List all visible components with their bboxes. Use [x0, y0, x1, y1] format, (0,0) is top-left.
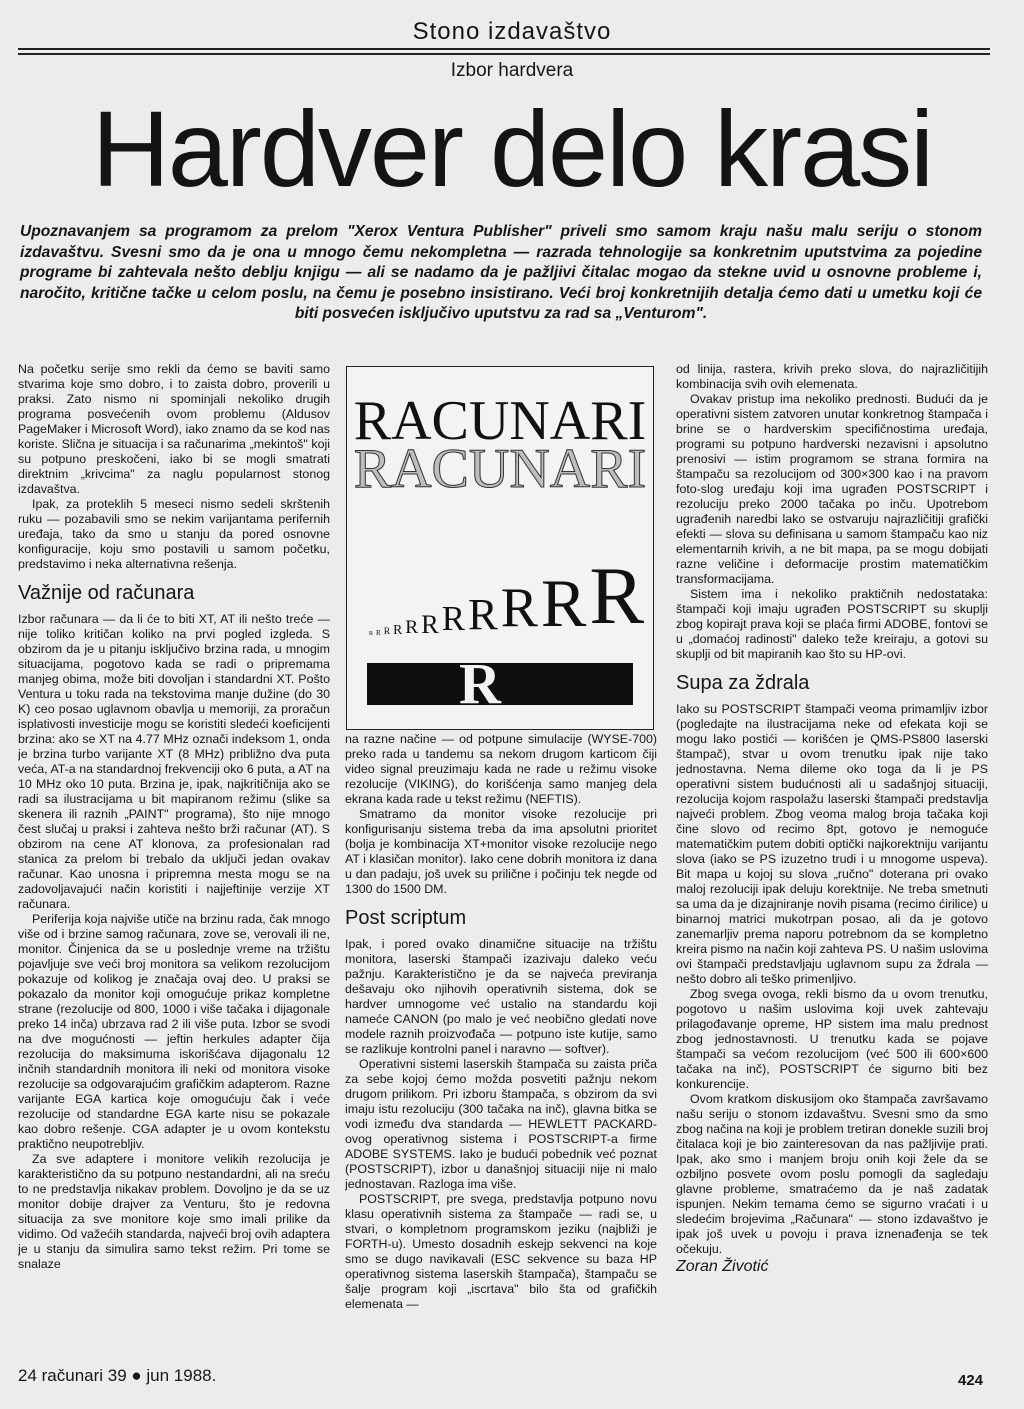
paragraph: na razne načine — od potpune simulacije (WYSE-700) preko rada u tandemu sa nekom drugom karticom čiji video signal preuzimaju kada ne rade u režimu visoke rezolucije (VIKING), do korišćenja samo manjeg dela ekrana kada rade u tekst režimu (NEFTIS).	[345, 732, 657, 806]
illustration-r-glyph: R	[393, 622, 403, 638]
header-rule	[18, 48, 990, 50]
paragraph: Operativni sistemi laserskih štampača su zaista priča za sebe kojoj ćemo možda posvetiti pažnju nekom drugom prilikom. Pri izboru štampača, s obzirom da svi imaju istu rezoluciju (300 tačaka na inč), glavna bitka se vodi između dva standarda — HEWLETT PACKARD-ovog operativnog sistema i POSTSCRIPT-a firme ADOBE SYSTEMS. Iako je budući pobednik već poznat (POSTSCRIPT), izbor u današnjoj situaciji nije ni malo jednostavan. Razloga ima više.	[345, 1057, 657, 1191]
paragraph: Sistem ima i nekoliko praktičnih nedostataka: štampači koji imaju ugrađen POSTSCRIPT su skuplji zbog kopirajt prava koji se plaća firmi ADOBE, fontovi se u „domaćoj radinosti" daleko teže kreiraju, a gotovi su skuplji od bit mapiranih kao što su HP-ovi.	[676, 587, 988, 661]
column-3	[676, 362, 988, 1362]
illustration-r-scale-row	[369, 527, 647, 641]
subsection-title: Izbor hardvera	[450, 60, 574, 81]
section-heading: Važnije od računara	[18, 582, 195, 604]
section-heading: Post scriptum	[345, 907, 467, 929]
paragraph: Ovom kratkom diskusijom oko štampača završavamo našu seriju o stonom izdavaštvu. Svesni smo da smo zbog načina na koji je problem tretiran donekle suzili broj čitalaca koji je bio zainteresovan da nas pažljivije prati. Ipak, ako smo i manjem broju onih koji žele da se ozbiljno posvete ovom poslu pomogli da sagledaju glavne probleme, smatraćemo da je naš zadatak ispunjen. Nekim temama ćemo se sigurno vraćati i u sledećim brojevima „Računara" — stono izdavaštvo je ipak još uvek u povoju i prava iznenađenja se tek očekuju.	[676, 1092, 988, 1256]
illustration-r-glyph: R	[500, 577, 538, 640]
paragraph: Na početku serije smo rekli da ćemo se baviti samo stvarima koje smo dobro, i to zaista dobro, proverili u praksi. Zato nismo ni spominjali nekoliko drugih programa posvećenih ovom problemu (Aldusov PageMaker i Microsoft Word), iako znamo da se kod nas koriste. Slična je situacija i sa računarima „mekintoš" koji su potpuno preskočeni, iako bi se mogli smatrati direktnim „krivcima" za naglu popularnost stonog izdavaštva.	[18, 362, 330, 496]
paragraph: Zbog svega ovoga, rekli bismo da u ovom trenutku, pogotovo u našim uslovima koji uvek zahtevaju prilagođavanje opreme, HP sistem ima malu prednost zbog jednostavnosti. U trenutku kada se pojave štampači sa većom rezolucijom (već 500 ili 600×600 tačaka na inč), POSTSCRIPT će sigurno biti bez konkurencije.	[676, 987, 988, 1091]
section-heading: Supa za ždrala	[676, 672, 810, 694]
paragraph: Smatramo da monitor visoke rezolucije pri konfigurisanju sistema treba da ima apsolutni prioritet (bolja je kombinacija XT+monitor visoke rezolucije nego AT i klasičan monitor). Iako cene dobrih monitora iz dana u dan padaju, još uvek su prilične i počinju tek negde od 1300 do 1500 DM.	[345, 807, 657, 896]
illustration-r-glyph: R	[540, 564, 587, 641]
illustration-r-glyph: R	[369, 631, 374, 637]
paragraph: Izbor računara — da li će to biti XT, AT ili nešto treće — nije toliko kritičan koliko na prvi pogled izgleda. S obzirom da je u pitanju isključivo brzina rada, u mnogim situacijama, pogotovo kada se radi o pripremama manjeg obima, može biti dovoljan i standardni XT. Pošto Ventura u toku rada na tekstovima manje dužine (do 30 K) ceo posao uglavnom obavlja u memoriji, za proračun isplativosti investicije mogu se koristiti sledeći koeficijenti brzina: ako se XT na 4.77 MHz označi indeksom 1, onda je brzina turbo varijante XT (8 MHz) približno dva puta veća, AT-a na standardnoj frekvenciji oko 6 puta, a AT na 10 MHz oko 10 puta. Brzina je, ipak, najkritičnija ako se radi sa ilustracijama u bit mapiranom režimu (slike sa skenera ili raznih „PAINT" programa), što nije mnogo čest slučaj u praksi i zahteva nešto brži računar (AT). S obzirom na cene AT klonova, za profesionalan rad stanica za prelom bi trebalo da uključi jedan ovakav računar. Kao unosna i pripremna mesta mogu se na zadovoljavajući način koristiti i najjeftinije verzije XT računara.	[18, 612, 330, 911]
illustration-word-outline: RACUNARI	[353, 438, 647, 500]
paragraph: Ipak, i pored ovako dinamične situacije na tržištu monitora, laserski štampači izazivaju daleko veću pažnju. Karakteristično je da se najveća previranja dešavaju oko njihovih operativnih sistema, dok se hardver umnogome već ustalio na standardu koji nameće CANON (po malo je već neobično gledati nove modele raznih proizvođača — potpuno iste kutije, samo se razlikuje kontrolni panel i naravno — softver).	[345, 937, 657, 1056]
page-number: 424	[958, 1372, 984, 1389]
illustration-r-glyph: R	[383, 626, 391, 638]
illustration-r-glyph: R	[376, 629, 381, 637]
illustration-r-glyph: R	[467, 589, 498, 640]
column-1	[18, 362, 330, 1362]
footer-issue-info: 24 računari 39 ● jun 1988.	[18, 1366, 217, 1385]
illustration-r-glyph: R	[405, 616, 419, 638]
paragraph: Ovakav pristup ima nekoliko prednosti. Budući da je operativni sistem zatvoren unutar konkretnog štampača i brine se o hardverskim specifičnostima uređaja, programi su potpuno hardverski nezavisni i apsolutno prenosivi — istim programom se strana formira na štampaču sa rezolucijom od 300×300 kao i na pravom foto-slog uređaju koji ima ugrađen POSTSCRIPT i rezoluciju preko 2000 tačaka po inču. Upotrebom ugrađenih naredbi lako se ostvaruju najrazličitiji grafički efekti — slova su definisana u samom štampaču kao niz elementarnih krivih, a ne bit mapa, pa se mogu dobijati razne veličine i deformacije prostim matematičkim transformacijama.	[676, 392, 988, 586]
paragraph: Periferija koja najviše utiče na brzinu rada, čak mnogo više od i brzine samog računara, zove se, verovali ili ne, monitor. Činjenica da se u poslednje vreme na tržištu pojavljuje sve veći broj monitora sa velikom rezolucijom pokazuje od kolikog je značaja ovaj deo. U praksi se pokazalo da monitor koji omogućuje prikaz kompletne strane (rezolucije od 800, 1000 i više tačaka i dijagonale preko 14 inča) ubrzava rad 2 ili više puta. Izbor se svodi na dve mogućnosti — jeftin herkules adapter čija rezolucija do maksimuma iskorišćava dijagonalu 12 inčnih standardnih monitora ili neki od monitora visoke rezolucije sa odgovarajućim grafičkim adapterom. Razne varijante EGA kartica koje omogućuju čak i veće rezolucije od standardne EGA karte nisu se pokazale kao dobro rešenje. CGA adapter je u ovom kontekstu praktično neupotrebljiv.	[18, 912, 330, 1151]
illustration-r-glyph: R	[421, 608, 439, 639]
illustration-reversed-r: R	[459, 651, 501, 716]
section-header: Stono izdavaštvo	[412, 18, 612, 45]
paragraph: Iako su POSTSCRIPT štampači veoma primamljiv izbor (pogledajte na ilustracijama neke od efekata koji se mogu lako postići — korišćen je QMS-PS800 laserski štampač), stvar u ovom trenutku ipak nije tako jednostavna. Nema dileme oko toga da li je PS operativni sistem budućnosti ali u sadašnjoj situaciji, rezolucija kojom raspolažu laserski štampači predstavlja najveći problem. Zbog veoma malog broja tačaka koji čine slovo od recimo 8pt, gotovo je nemoguće matematičkim putem dobiti optički najkorektniju varijantu slova (iako se PS izuzetno trudi i u mnogome uspeva). Bit mapa u kojoj su slova „ručno" doterana pri ovako maloj rezoluciji ipak deluju korektnije. Ne treba smetnuti sa uma da je dizajniranje novih pisama (recimo ćirilice) u binarnoj matrici mukotrpan posao, ali da je gotovo zanemarljiv prema naporu potrebnom da se kompletno kreira pismo na način koji zahteva PS. U našim uslovima ovi štampači predstavljaju uglavnom supu za ždrala — nešto dobro ali teško primenljivo.	[676, 702, 988, 986]
paragraph: POSTSCRIPT, pre svega, predstavlja potpuno novu klasu operativnih sistema za štampače — radi se, u stvari, o kompletnom programskom jeziku (najbliži je FORTH-u). Umesto dosadnih eskejp sekvenci na koje smo se dugo navikavali (ESC sekvence su baza HP operativnog sistema laserskih štampača), štampaču se šalje program koji „iscrtava" bilo šta od grafičkih elemenata —	[345, 1192, 657, 1311]
article-headline: Hardver delo krasi	[91, 88, 933, 209]
paragraph: Za sve adaptere i monitore velikih rezolucija je karakteristično da su potpuno nestandardni, ali na sreću to ne predstavlja nikakav problem. Dovoljno je da se uz monitor dobije drajver za Venturu, što je redovna situacija za sve monitore koje smo imali prilike da vidimo. Od važećih standarda, najveći broj ovih adaptera je u stanju da simulira samo tekst režim. Pri tome se snalaze	[18, 1152, 330, 1271]
header-rule	[18, 53, 990, 55]
author-signature: Zoran Životić	[676, 1258, 769, 1275]
paragraph: Ipak, za proteklih 5 meseci nismo sedeli skrštenih ruku — pozabavili smo se nekim varijantama perifernih uređaja, tako da smo u stanju da pored osnovne konfiguracije, koju smo postavili u samom početku, predstavimo i neka alternativna rešenja.	[18, 497, 330, 571]
illustration-r-glyph: R	[589, 550, 645, 641]
illustration-r-glyph: R	[441, 599, 465, 639]
typography-illustration	[346, 366, 654, 730]
article-lead: Upoznavanjem sa programom za prelom "Xerox Ventura Publisher" priveli smo samom kraju našu malu seriju o stonom izdavaštvu. Svesni smo da je ona u mnogo čemu nekompletna — razrada tehnologije sa konkretnim uputstvima za pojedine programe bi zahtevala nešto deblju knjigu — ali se nadamo da je pažljivi čitalac mogao da stekne uvid u osnovne probleme i, naročito, kritične tačke u celom poslu, na čemu je posebno insistirano. Veći broj konkretnijih detalja ćemo dati u umetku koji će biti posvećen isključivo uputstvu za rad sa „Venturom".	[20, 223, 982, 323]
paragraph: od linija, rastera, krivih preko slova, do najrazličitijih kombinacija svih ovih elemenata.	[676, 362, 988, 391]
illustration-word-solid: RACUNARI	[353, 390, 647, 452]
column-2	[345, 732, 657, 1372]
